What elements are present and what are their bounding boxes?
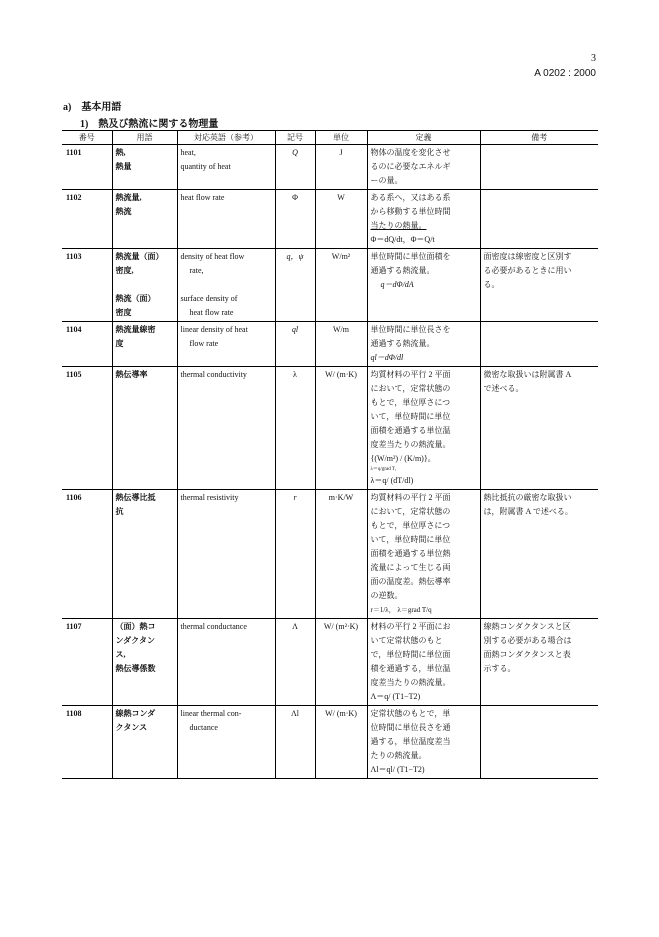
table-row — [62, 367, 598, 490]
table-header-row — [62, 131, 598, 145]
term-symbol: Φ — [275, 190, 315, 249]
column-header-english: 対応英語（参考） — [177, 131, 275, 145]
term-english: density of heat flow rate, surface density of heat flow rate — [177, 249, 275, 322]
term-english: linear density of heat flow rate — [177, 322, 275, 367]
term-english: heat flow rate — [177, 190, 275, 249]
column-header-number: 番号 — [62, 131, 112, 145]
term-definition: ある系へ，又はある系 から移動する単位時間 当たりの熱量。 Φ＝dQ/dt，Φ＝Q/t — [367, 190, 480, 249]
term-remarks: 線熱コンダクタンスと区 別する必要がある場合は 面熱コンダクタンスと表 示する。 — [480, 619, 598, 706]
table-row — [62, 249, 598, 322]
term-english: heat, quantity of heat — [177, 145, 275, 190]
term-japanese: 線熱コンダ クタンス — [112, 706, 177, 779]
term-number: 1103 — [62, 249, 112, 322]
term-remarks: 微密な取扱いは附属書 A で述べる。 — [480, 367, 598, 490]
term-number: 1101 — [62, 145, 112, 190]
term-number: 1108 — [62, 706, 112, 779]
term-number: 1107 — [62, 619, 112, 706]
column-header-unit: 単位 — [315, 131, 367, 145]
term-number: 1105 — [62, 367, 112, 490]
term-definition: 均質材料の平行 2 平面 において，定常状態の もとで，単位厚さにつ いて，単位時間に単位 面積を通過する単位熱 流量によって生じる両 面の温度差。熱伝導率 の逆数。 r＝1/λ， λ＝grad T/q — [367, 490, 480, 619]
table-row — [62, 190, 598, 249]
term-unit: W — [315, 190, 367, 249]
term-unit: J — [315, 145, 367, 190]
term-definition: 単位時間に単位面積を 通過する熱流量。 q＝dΦ/dA — [367, 249, 480, 322]
term-symbol: q，ψ — [275, 249, 315, 322]
term-unit: W/ (m·K) — [315, 706, 367, 779]
term-symbol: ql — [275, 322, 315, 367]
term-number: 1104 — [62, 322, 112, 367]
term-japanese: 熱流量線密 度 — [112, 322, 177, 367]
terms-table — [62, 130, 598, 779]
table-row — [62, 490, 598, 619]
subsection-heading: 1) 熱及び熱流に関する物理量 — [80, 119, 219, 130]
term-remarks — [480, 145, 598, 190]
term-japanese: 熱, 熱量 — [112, 145, 177, 190]
term-japanese: 熱伝導比抵 抗 — [112, 490, 177, 619]
term-definition: 定常状態のもとで，単 位時間に単位長さを通 過する，単位温度差当 たりの熱流量。 Λl＝ql/ (T1−T2) — [367, 706, 480, 779]
term-unit: W/ (m·K) — [315, 367, 367, 490]
column-header-definition: 定義 — [367, 131, 480, 145]
document-code: A 0202 : 2000 — [534, 68, 596, 79]
term-symbol: Λ — [275, 619, 315, 706]
term-remarks — [480, 190, 598, 249]
term-japanese: （面）熱コ ンダクタン ス, 熱伝導係数 — [112, 619, 177, 706]
column-header-symbol: 記号 — [275, 131, 315, 145]
table-row — [62, 706, 598, 779]
page-number: 3 — [591, 53, 596, 64]
table-row — [62, 322, 598, 367]
column-header-term: 用語 — [112, 131, 177, 145]
term-symbol: Λl — [275, 706, 315, 779]
term-definition: 材料の平行 2 平面にお いて定常状態のもと で，単位時間に単位面 積を通過する，単位温 度差当たりの熱流量。 Λ＝q/ (T1−T2) — [367, 619, 480, 706]
term-remarks — [480, 322, 598, 367]
term-remarks: 面密度は線密度と区別す る必要があるときに用い る。 — [480, 249, 598, 322]
term-symbol: λ — [275, 367, 315, 490]
term-remarks: 熱比抵抗の厳密な取扱い は，附属書 A で述べる。 — [480, 490, 598, 619]
table-row — [62, 145, 598, 190]
table-row — [62, 619, 598, 706]
term-definition: 物体の温度を変化させ るのに必要なエネルギ ーの量。 — [367, 145, 480, 190]
term-unit: W/m — [315, 322, 367, 367]
section-heading: a) 基本用語 — [63, 102, 122, 113]
term-english: linear thermal con- ductance — [177, 706, 275, 779]
term-unit: m·K/W — [315, 490, 367, 619]
term-japanese: 熱流量, 熱流 — [112, 190, 177, 249]
term-unit: W/ (m²·K) — [315, 619, 367, 706]
column-header-remarks: 備考 — [480, 131, 598, 145]
term-number: 1106 — [62, 490, 112, 619]
term-definition: 均質材料の平行 2 平面 において，定常状態の もとで，単位厚さにつ いて，単位時間に単位 面積を通過する単位温 度差当たりの熱流量。 {(W/m²) / (K/m)}。 λ＝q/grad T， λ＝q/ (dT/dl) — [367, 367, 480, 490]
term-symbol: r — [275, 490, 315, 619]
term-english: thermal resistivity — [177, 490, 275, 619]
term-definition: 単位時間に単位長さを 通過する熱流量。 ql＝dΦ/dl — [367, 322, 480, 367]
term-number: 1102 — [62, 190, 112, 249]
term-english: thermal conductance — [177, 619, 275, 706]
term-remarks — [480, 706, 598, 779]
term-english: thermal conductivity — [177, 367, 275, 490]
term-japanese: 熱流量（面） 密度, 熱流（面） 密度 — [112, 249, 177, 322]
term-symbol: Q — [275, 145, 315, 190]
term-japanese: 熱伝導率 — [112, 367, 177, 490]
term-unit: W/m² — [315, 249, 367, 322]
